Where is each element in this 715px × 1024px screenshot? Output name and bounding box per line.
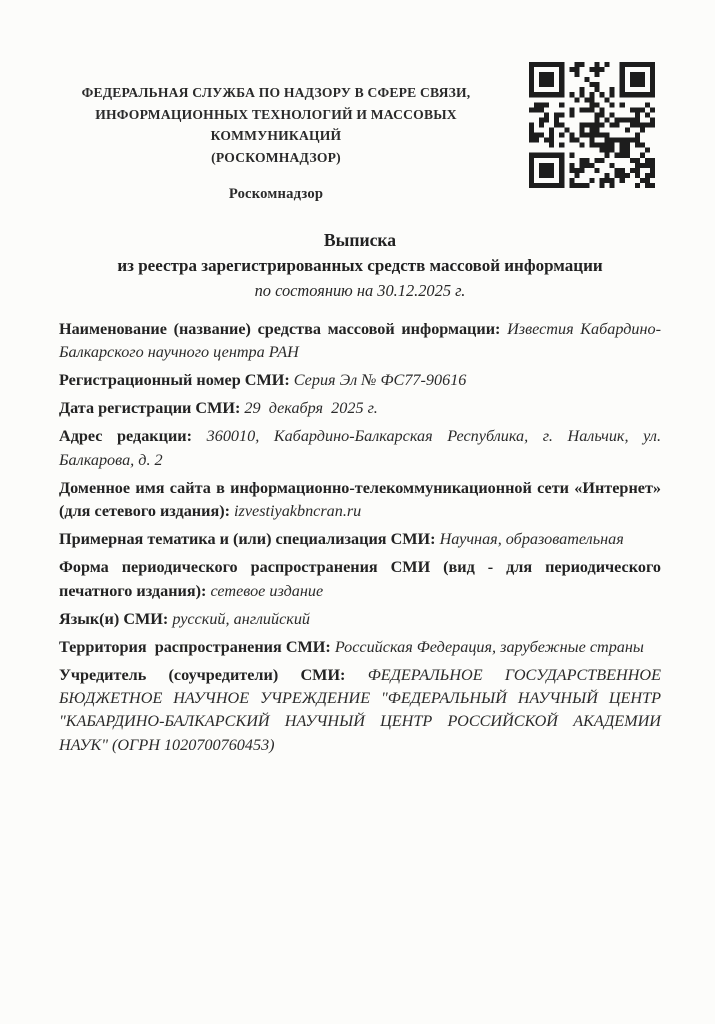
field-row-territory (59, 636, 661, 659)
qr-code-icon (529, 62, 655, 188)
field-label: Наименование (название) средства массовой информации: (59, 320, 501, 338)
field-label: Примерная тематика и (или) специализация СМИ: (59, 530, 436, 549)
document-body (59, 230, 661, 762)
gov-header-line-1: ФЕДЕРАЛЬНАЯ СЛУЖБА ПО НАДЗОРУ В СФЕРЕ СВЯЗИ, (81, 85, 471, 100)
field-label: Дата регистрации СМИ: (59, 399, 241, 418)
field-row-subject-specialization (59, 528, 661, 551)
document-as-of-date: по состоянию на 30.12.2025 г. (254, 281, 466, 300)
field-row-distribution-form (59, 556, 661, 603)
field-value: 29 декабря 2025 г. (244, 399, 378, 418)
fields-list (59, 318, 661, 757)
field-label: Язык(и) СМИ: (59, 609, 169, 628)
field-value: сетевое издание (210, 581, 324, 600)
field-row-domain-name (59, 477, 661, 524)
gov-header (40, 82, 512, 206)
field-value: Научная, образовательная (439, 530, 624, 549)
field-label: Территория распространения СМИ: (59, 637, 331, 656)
gov-header-line-2: ИНФОРМАЦИОННЫХ ТЕХНОЛОГИЙ И МАССОВЫХ КОММУНИКАЦИЙ (95, 106, 457, 143)
field-row-name (59, 318, 661, 365)
field-row-reg-number (59, 369, 661, 392)
field-value: Серия Эл № ФС77-90616 (293, 371, 467, 390)
field-value: Российская Федерация, зарубежные страны (334, 637, 644, 656)
field-row-founder (59, 664, 661, 758)
field-label: Адрес редакции: (59, 427, 193, 446)
field-value: Известия Кабардино-Балкарского научного центра РАН (59, 320, 661, 362)
document-subtitle: из реестра зарегистрированных средств массовой информации (117, 256, 603, 275)
field-value: ФЕДЕРАЛЬНОЕ ГОСУДАРСТВЕННОЕ БЮДЖЕТНОЕ НАУЧНОЕ УЧРЕЖДЕНИЕ "ФЕДЕРАЛЬНЫЙ НАУЧНЫЙ ЦЕНТР "КАБАРДИНО-БАЛКАРСКИЙ НАУЧНЫЙ ЦЕНТР РОССИЙСКОЙ АКАДЕМИИ НАУК" (ОГРН 1020700760453) (59, 665, 661, 754)
field-label: Регистрационный номер СМИ: (59, 371, 290, 390)
field-value: русский, английский (172, 609, 311, 628)
field-label: Доменное имя сайта в информационно-телекоммуникационной сети «Интернет» (для сетевого издания): (59, 478, 661, 521)
field-row-editorial-address (59, 425, 661, 472)
qr-code-svg (529, 62, 655, 188)
field-row-reg-date (59, 397, 661, 420)
gov-header-line-3: (РОСКОМНАДЗОР) (211, 149, 341, 165)
field-row-languages (59, 608, 661, 631)
agency-short-name: Роскомнадзор (228, 186, 324, 202)
document-title: Выписка (323, 230, 397, 250)
field-value: 360010, Кабардино-Балкарская Республика, г. Нальчик, ул. Балкарова, д. 2 (59, 427, 661, 469)
field-value: izvestiyakbncran.ru (234, 502, 362, 521)
field-label: Форма периодического распространения СМИ (вид - для периодического печатного издания): (59, 558, 661, 600)
field-label: Учредитель (соучредители) СМИ: (59, 665, 346, 684)
